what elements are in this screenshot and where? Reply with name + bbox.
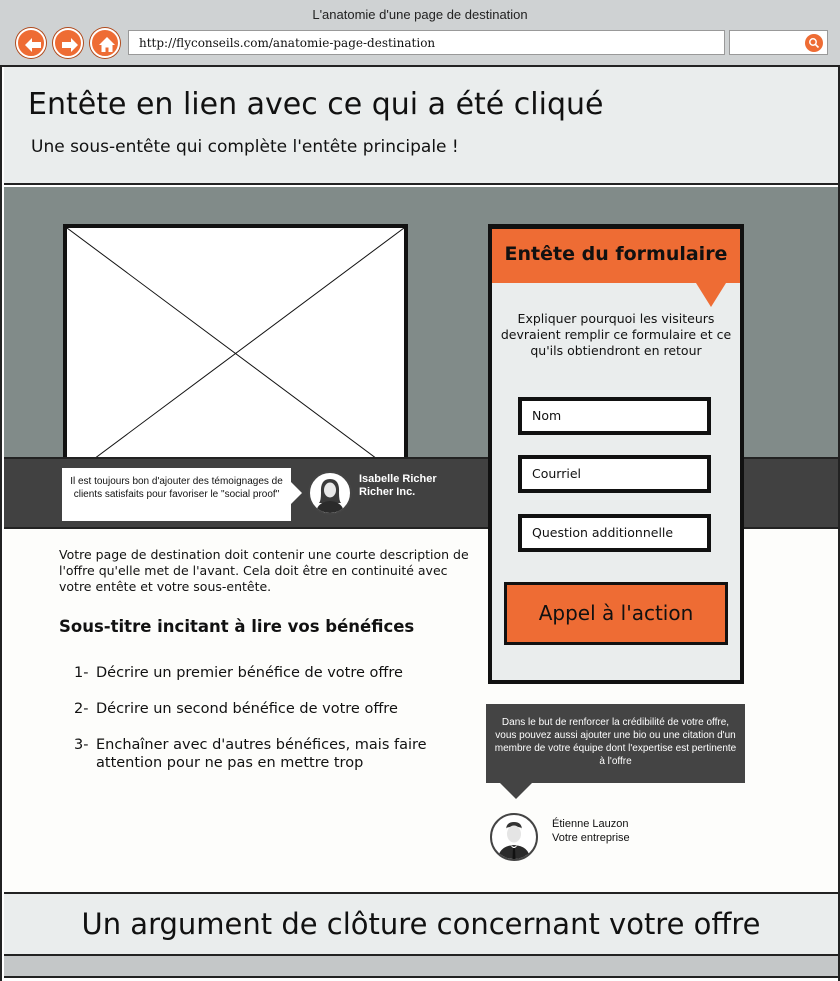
testimonial-quote: Il est toujours bon d'ajouter des témoignages de clients satisfaits pour favoriser le "social proof" bbox=[62, 468, 291, 521]
avatar bbox=[490, 813, 538, 861]
testimonial-author-company: Richer Inc. bbox=[359, 486, 416, 498]
speech-bubble-tail bbox=[500, 783, 532, 799]
browser-toolbar bbox=[0, 0, 840, 67]
testimonial-author-name: Isabelle Richer bbox=[359, 473, 437, 485]
benefit-text: Décrire un second bénéfice de votre offre bbox=[96, 701, 398, 717]
question-field[interactable]: Question additionnelle bbox=[518, 514, 711, 552]
home-button[interactable] bbox=[90, 28, 120, 58]
benefit-text: Décrire un premier bénéfice de votre offre bbox=[96, 665, 403, 681]
benefit-number: 3- bbox=[74, 737, 89, 753]
image-placeholder bbox=[63, 224, 408, 483]
email-field[interactable]: Courriel bbox=[518, 455, 711, 493]
form-title: Entête du formulaire bbox=[504, 243, 728, 265]
team-bio: Dans le but de renforcer la crédibilité de votre offre, vous pouvez aussi ajouter une bio ou une citation d'un membre de votre équipe dont l'expertise est pertinente à l'offre bbox=[486, 704, 745, 783]
woman-avatar-icon bbox=[310, 473, 350, 513]
closing-argument: Un argument de clôture concernant votre offre bbox=[81, 907, 761, 941]
benefit-item bbox=[74, 700, 434, 718]
man-avatar-icon bbox=[492, 815, 536, 859]
form-explanation: Expliquer pourquoi les visiteurs devraient remplir ce formulaire et ce qu'ils obtiendront en retour bbox=[500, 311, 732, 358]
offer-description: Votre page de destination doit contenir une courte description de l'offre qu'elle met de l'avant. Cela doit être en continuité avec votre entête et votre sous-entête. bbox=[59, 547, 469, 594]
forward-button[interactable] bbox=[53, 28, 83, 58]
window-title: L'anatomie d'une page de destination bbox=[312, 7, 528, 22]
search-button[interactable] bbox=[805, 34, 823, 52]
search-icon bbox=[808, 37, 820, 49]
benefit-item bbox=[74, 664, 434, 682]
page-footer bbox=[4, 956, 838, 978]
benefit-item bbox=[74, 736, 434, 772]
benefit-text: Enchaîner avec d'autres bénéfices, mais faire attention pour ne pas en mettre trop bbox=[96, 737, 427, 771]
page-title: Entête en lien avec ce qui a été cliqué bbox=[28, 87, 604, 122]
url-bar[interactable]: http://flyconseils.com/anatomie-page-destination bbox=[128, 30, 725, 55]
closing-section bbox=[4, 892, 838, 956]
search-input[interactable] bbox=[729, 30, 828, 55]
benefits-heading: Sous-titre incitant à lire vos bénéfices bbox=[59, 617, 415, 636]
landing-page bbox=[0, 67, 840, 981]
form-header-tail bbox=[696, 283, 726, 307]
cta-button[interactable]: Appel à l'action bbox=[504, 582, 728, 645]
form-header bbox=[488, 225, 744, 283]
speech-bubble-tail bbox=[291, 482, 302, 504]
back-button[interactable] bbox=[16, 28, 46, 58]
arrow-right-icon bbox=[59, 34, 81, 56]
avatar bbox=[308, 471, 352, 515]
home-icon bbox=[96, 34, 118, 56]
bio-author-company: Votre entreprise bbox=[552, 832, 630, 844]
page-header bbox=[4, 67, 838, 185]
page-subtitle: Une sous-entête qui complète l'entête principale ! bbox=[31, 137, 459, 157]
benefit-number: 2- bbox=[74, 701, 89, 717]
image-placeholder-icon bbox=[67, 228, 404, 479]
arrow-left-icon bbox=[22, 34, 44, 56]
benefit-number: 1- bbox=[74, 665, 89, 681]
name-field[interactable]: Nom bbox=[518, 397, 711, 435]
bio-author-name: Étienne Lauzon bbox=[552, 818, 629, 830]
